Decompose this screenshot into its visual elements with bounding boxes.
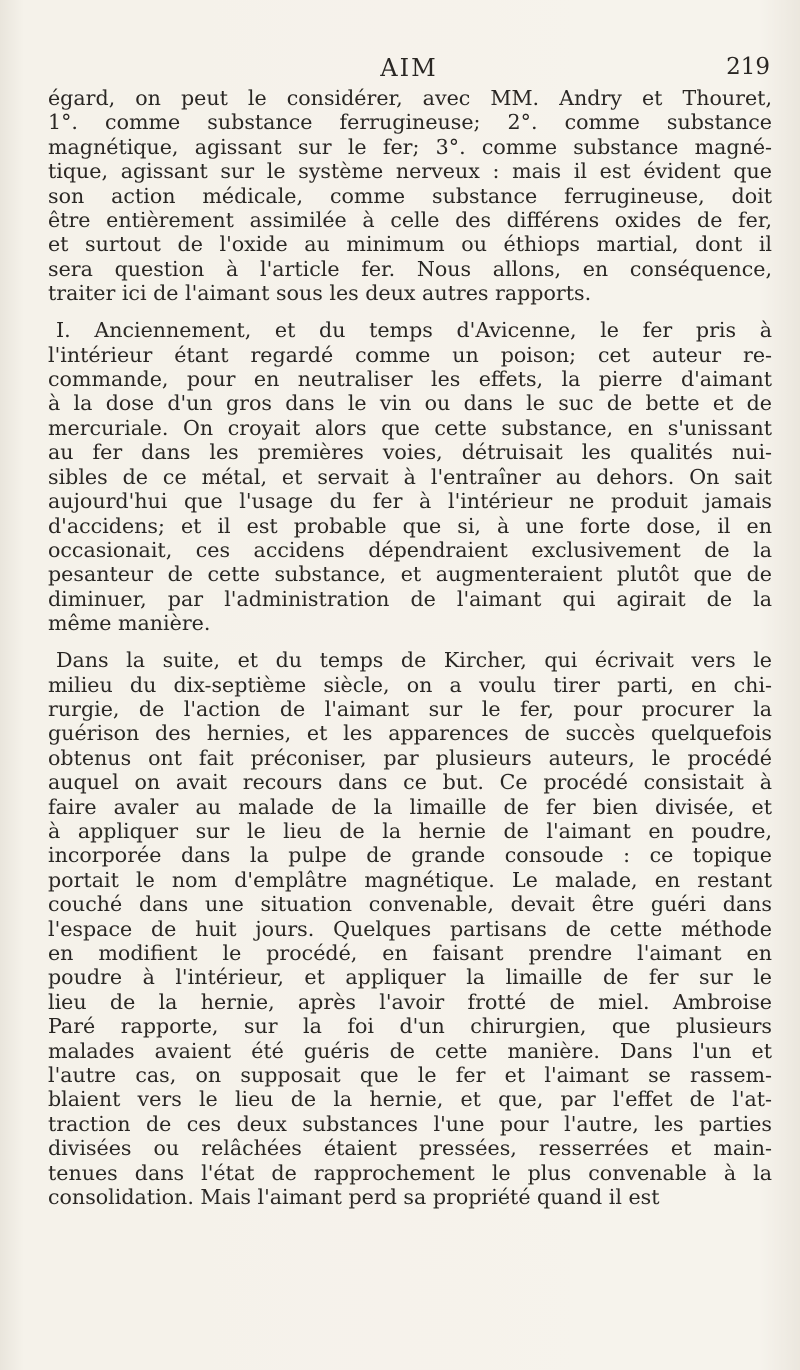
paragraph (48, 318, 772, 635)
running-title: AIM (380, 54, 438, 82)
text-line: occasionait, ces accidens dépendraient exclusivement de la (48, 537, 772, 562)
page-number: 219 (726, 54, 770, 80)
text-line: traction de ces deux substances l'une pour l'autre, les parties (48, 1111, 772, 1136)
text-line: auquel on avait recours dans ce but. Ce procédé consistait à (48, 770, 772, 795)
paragraph (48, 648, 772, 1209)
text-line: diminuer, par l'administration de l'aimant qui agirait de la (48, 586, 772, 611)
text-line: Paré rapporte, sur la foi d'un chirurgien, que plusieurs (48, 1014, 772, 1039)
text-line: guérison des hernies, et les apparences de succès quelquefois (48, 721, 772, 746)
text-line: obtenus ont fait préconiser, par plusieurs auteurs, le procédé (48, 745, 772, 770)
text-line: malades avaient été guéris de cette manière. Dans l'un et (48, 1038, 772, 1063)
text-line: à appliquer sur le lieu de la hernie de l'aimant en poudre, (48, 818, 772, 843)
text-line: rurgie, de l'action de l'aimant sur le fer, pour procurer la (48, 696, 772, 721)
text-line: lieu de la hernie, après l'avoir frotté de miel. Ambroise (48, 989, 772, 1014)
text-line: Dans la suite, et du temps de Kircher, qui écrivait vers le (56, 648, 772, 673)
text-line: l'autre cas, on supposait que le fer et l'aimant se rassem- (48, 1063, 772, 1088)
text-line: même manière. (48, 611, 211, 636)
text-line: traiter ici de l'aimant sous les deux autres rapports. (48, 281, 592, 306)
text-line: commande, pour en neutraliser les effets, la pierre d'aimant (48, 367, 772, 392)
text-line: portait le nom d'emplâtre magnétique. Le malade, en restant (48, 867, 772, 892)
text-line: mercuriale. On croyait alors que cette substance, en s'unissant (48, 415, 772, 440)
text-line: être entièrement assimilée à celle des différens oxides de fer, (48, 208, 772, 233)
text-line: consolidation. Mais l'aimant perd sa propriété quand il est (48, 1185, 660, 1210)
text-line: I. Anciennement, et du temps d'Avicenne, le fer pris à (56, 318, 772, 343)
running-header (48, 54, 770, 84)
text-line: sera question à l'article fer. Nous allons, en conséquence, (48, 256, 772, 281)
text-line: à la dose d'un gros dans le vin ou dans le suc de bette et de (48, 391, 772, 416)
text-line: milieu du dix-septième siècle, on a voulu tirer parti, en chi- (48, 672, 772, 697)
text-line: sibles de ce métal, et servait à l'entraîner au dehors. On sait (48, 464, 772, 489)
text-line: magnétique, agissant sur le fer; 3°. comme substance magné- (48, 134, 772, 159)
text-line: en modifient le procédé, en faisant prendre l'aimant en (48, 941, 772, 965)
paragraph (48, 86, 772, 306)
text-line: l'espace de huit jours. Quelques partisans de cette méthode (48, 916, 772, 941)
text-line: son action médicale, comme substance ferrugineuse, doit (48, 183, 772, 208)
text-line: aujourd'hui que l'usage du fer à l'intérieur ne produit jamais (48, 489, 772, 514)
text-line: au fer dans les premières voies, détruisait les qualités nui- (48, 440, 772, 465)
text-line: l'intérieur étant regardé comme un poison; cet auteur re- (48, 342, 772, 367)
text-line: égard, on peut le considérer, avec MM. Andry et Thouret, (48, 86, 772, 110)
text-line: 1°. comme substance ferrugineuse; 2°. comme substance (48, 110, 772, 135)
text-line: incorporée dans la pulpe de grande consoude : ce topique (48, 843, 772, 868)
text-line: blaient vers le lieu de la hernie, et que, par l'effet de l'at- (48, 1087, 772, 1112)
body-text (48, 86, 772, 1222)
text-line: couché dans une situation convenable, devait être guéri dans (48, 892, 772, 917)
text-line: tique, agissant sur le système nerveux : mais il est évident que (48, 159, 772, 184)
text-line: tenues dans l'état de rapprochement le plus convenable à la (48, 1160, 772, 1185)
text-line: divisées ou relâchées étaient pressées, resserrées et main- (48, 1136, 772, 1161)
text-line: faire avaler au malade de la limaille de fer bien divisée, et (48, 794, 772, 819)
text-line: et surtout de l'oxide au minimum ou éthiops martial, dont il (48, 232, 772, 257)
text-line: pesanteur de cette substance, et augmenteraient plutôt que de (48, 562, 772, 587)
text-line: poudre à l'intérieur, et appliquer la limaille de fer sur le (48, 965, 772, 990)
text-line: d'accidens; et il est probable que si, à une forte dose, il en (48, 513, 772, 538)
